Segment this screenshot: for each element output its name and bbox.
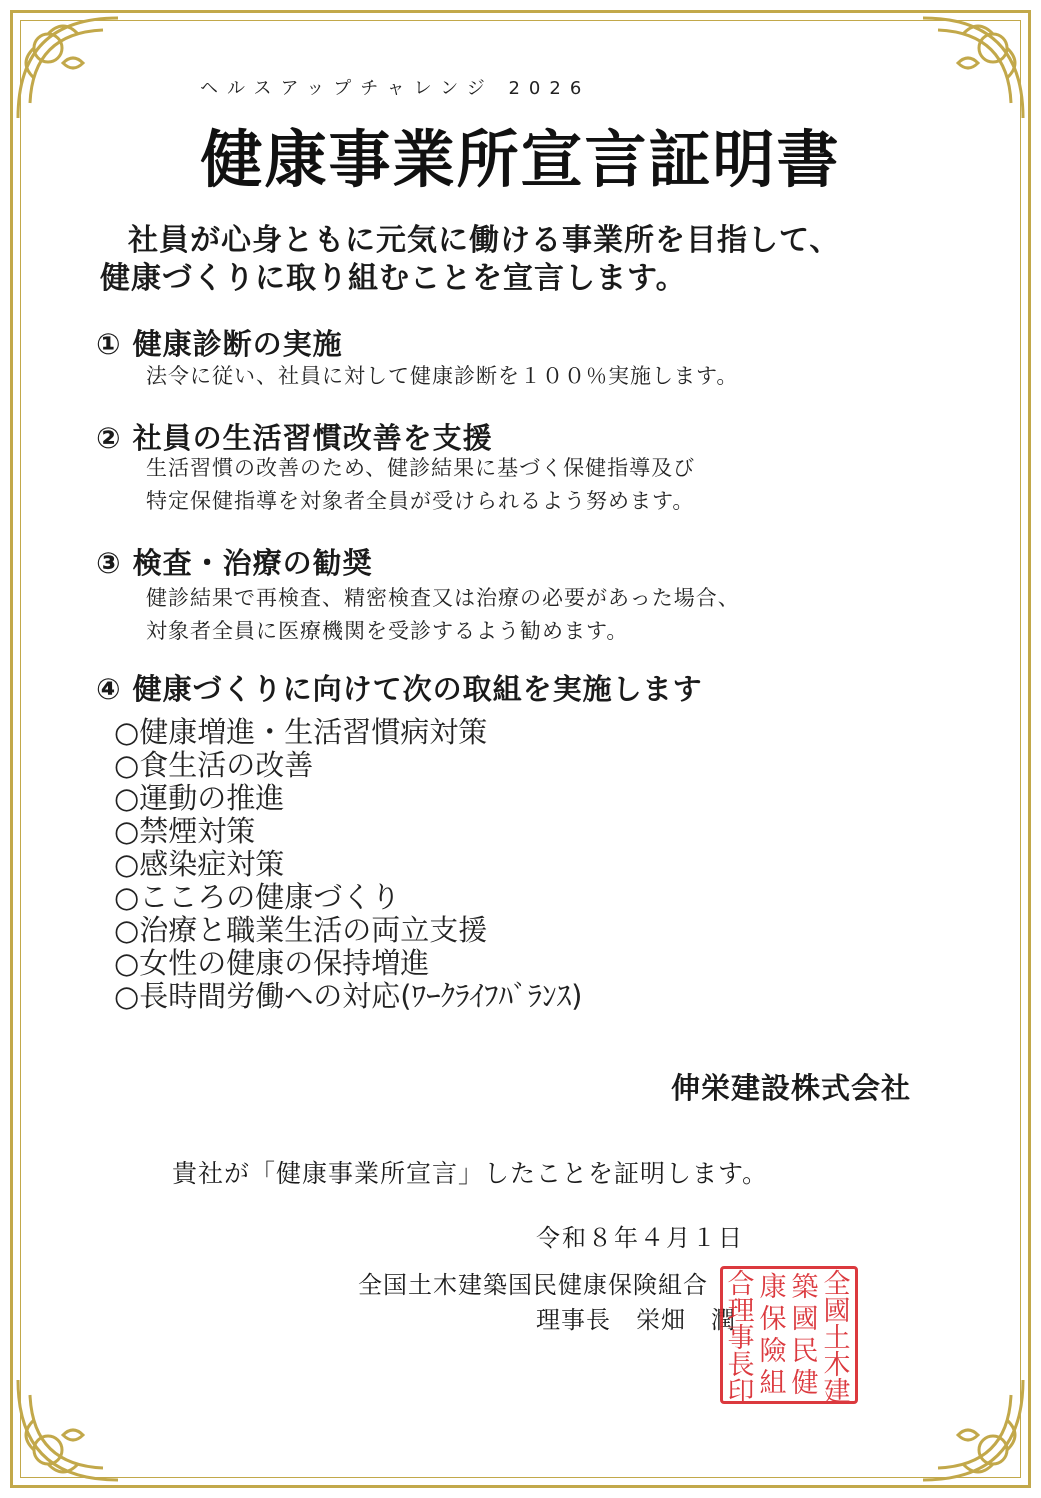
section-2-body	[146, 452, 695, 518]
seal-glyph: 康	[759, 1271, 787, 1303]
seal-glyph: 國	[823, 1296, 851, 1327]
seal-column	[757, 1271, 789, 1399]
campaign-label: ヘルスアップチャレンジ 2026	[200, 78, 591, 99]
section-1-heading: ① 健康診断の実施	[96, 327, 343, 361]
seal-glyph: 合	[727, 1269, 755, 1300]
section-3-body	[146, 582, 740, 648]
section-3-heading: ③ 検査・治療の勧奨	[96, 546, 373, 580]
official-seal-stamp	[720, 1266, 858, 1408]
seal-glyph: 健	[791, 1367, 819, 1399]
company-name: 伸栄建設株式会社	[670, 1071, 911, 1105]
seal-glyph: 築	[791, 1271, 819, 1303]
list-item: ○女性の健康の保持増進	[114, 946, 430, 980]
issue-date: 令和８年４月１日	[536, 1224, 744, 1252]
seal-glyph: 全	[823, 1269, 851, 1300]
seal-glyph: 組	[759, 1367, 787, 1399]
seal-glyph: 木	[823, 1350, 851, 1381]
seal-glyph: 國	[791, 1303, 819, 1335]
issuer-name: 全国土木建築国民健康保険組合	[358, 1271, 708, 1299]
list-item: ○運動の推進	[114, 781, 285, 815]
list-item: ○治療と職業生活の両立支援	[114, 913, 488, 947]
section-1-body-line: 法令に従い、社員に対して健康診断を１００％実施します。	[146, 364, 739, 388]
section-3-body-line: 対象者全員に医療機関を受診するよう勧めます。	[146, 619, 629, 643]
seal-column	[789, 1271, 821, 1399]
list-item: ○感染症対策	[114, 847, 285, 881]
initiative-list	[114, 716, 582, 1013]
lead-line-1: 社員が心身ともに元気に働ける事業所を目指して、	[128, 223, 841, 258]
seal-glyph: 建	[823, 1377, 851, 1408]
seal-column	[821, 1269, 853, 1408]
list-item: ○食生活の改善	[114, 748, 314, 782]
seal-glyph: 土	[823, 1323, 851, 1354]
certification-statement: 貴社が「健康事業所宣言」したことを証明します。	[172, 1159, 769, 1188]
seal-glyph: 險	[759, 1335, 787, 1367]
seal-glyph: 長	[727, 1350, 755, 1381]
seal-glyph: 保	[759, 1303, 787, 1335]
ornament-corner-bottom-right	[913, 1370, 1033, 1490]
page-title: 健康事業所宣言証明書	[200, 123, 841, 196]
declaration-lead	[100, 222, 840, 298]
lead-line-2: 健康づくりに取り組むことを宣言します。	[100, 261, 687, 296]
list-item: ○禁煙対策	[114, 814, 256, 848]
representative-name: 理事長 栄畑 潤	[536, 1306, 736, 1334]
section-1-body	[146, 360, 738, 393]
section-2-heading: ② 社員の生活習慣改善を支援	[96, 421, 493, 455]
seal-glyph: 事	[727, 1323, 755, 1354]
list-item: ○こころの健康づくり	[114, 880, 401, 914]
section-4-heading: ④ 健康づくりに向けて次の取組を実施します	[96, 672, 703, 706]
ornament-corner-bottom-left	[8, 1370, 128, 1490]
section-2-body-line: 特定保健指導を対象者全員が受けられるよう努めます。	[146, 489, 695, 513]
seal-glyph: 民	[791, 1335, 819, 1367]
list-item: ○長時間労働への対応(ﾜｰｸﾗｲﾌﾊﾞﾗﾝｽ)	[114, 979, 583, 1013]
seal-glyph: 理	[727, 1296, 755, 1327]
seal-column	[725, 1269, 757, 1408]
section-3-body-line: 健診結果で再検査、精密検査又は治療の必要があった場合、	[146, 586, 740, 610]
seal-glyph: 印	[727, 1377, 755, 1408]
list-item: ○健康増進・生活習慣病対策	[114, 715, 488, 749]
section-2-body-line: 生活習慣の改善のため、健診結果に基づく保健指導及び	[146, 456, 696, 480]
